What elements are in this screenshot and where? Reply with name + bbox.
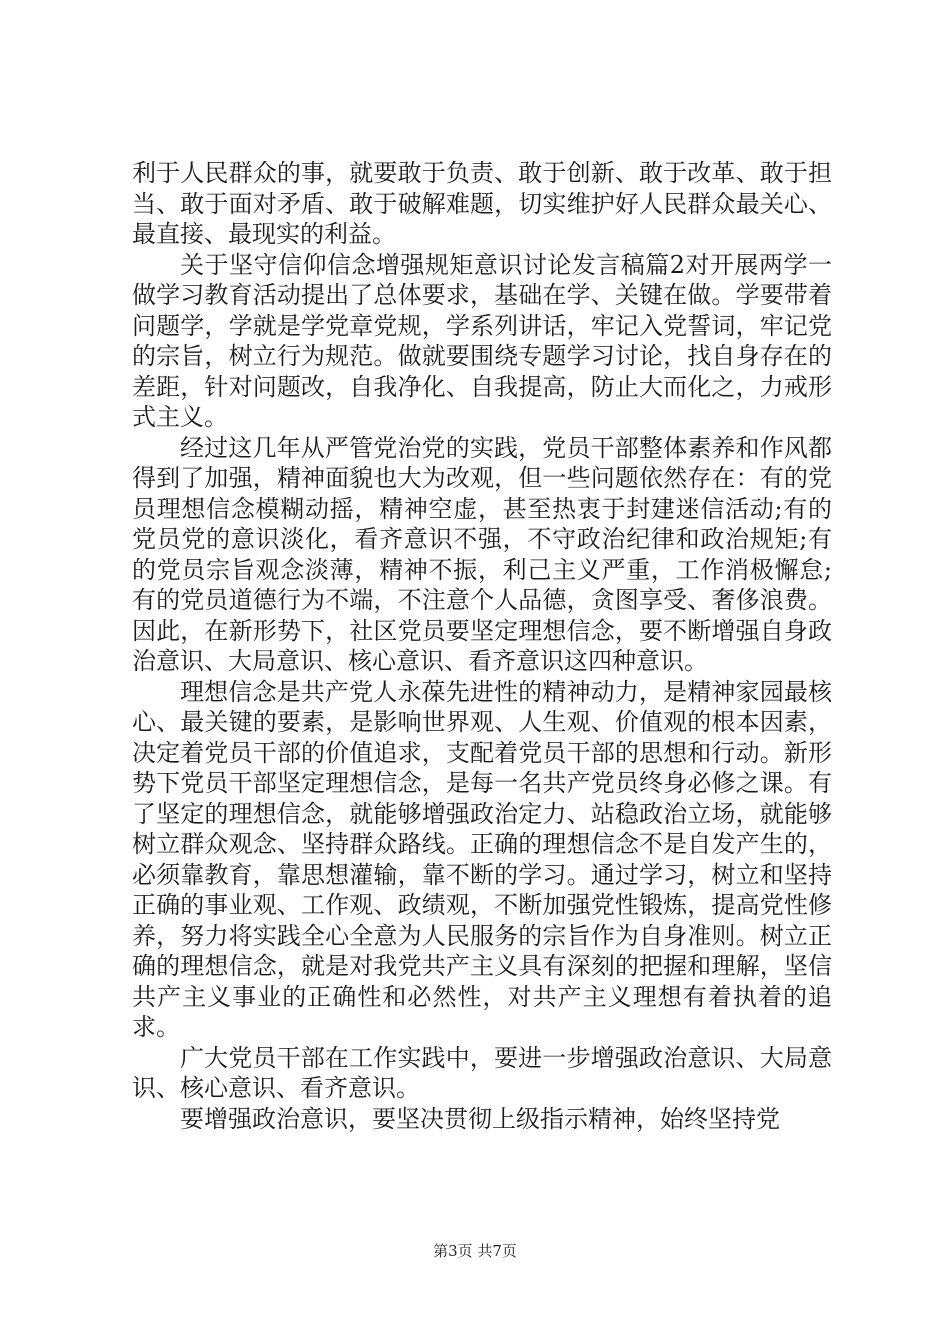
paragraph-2: 关于坚守信仰信念增强规矩意识讨论发言稿篇2对开展两学一做学习教育活动提出了总体要求，基础在学、关键在做。学要带着问题学，学就是学党章党规，学系列讲话，牢记入党誓词，牢记党的宗旨，树立行为规范。做就要围绕专题学习讨论，找自身存在的差距，针对问题改，自我净化、自我提高，防止大而化之，力戒形式主义。 [132,250,832,431]
paragraph-3: 经过这几年从严管党治党的实践，党员干部整体素养和作风都得到了加强，精神面貌也大为改观，但一些问题依然存在：有的党员理想信念模糊动摇，精神空虚，甚至热衷于封建迷信活动;有的党员党的意识淡化，看齐意识不强，不守政治纪律和政治规矩;有的党员宗旨观念淡薄，精神不振，利己主义严重，工作消极懈怠;有的党员道德行为不端，不注意个人品德，贪图享受、奢侈浪费。因此，在新形势下，社区党员要坚定理想信念，要不断增强自身政治意识、大局意识、核心意识、看齐意识这四种意识。 [132,433,832,675]
paragraph-6: 要增强政治意识，要坚决贯彻上级指示精神，始终坚持党 [180,1104,780,1133]
page-footer: 第3页 共7页 [433,1242,517,1260]
paragraph-1: 利于人民群众的事，就要敢于负责、敢于创新、敢于改革、敢于担当、敢于面对矛盾、敢于破解难题，切实维护好人民群众最关心、最直接、最现实的利益。 [132,159,832,248]
paragraph-4: 理想信念是共产党人永葆先进性的精神动力，是精神家园最核心、最关键的要素，是影响世界观、人生观、价值观的根本因素，决定着党员干部的价值追求，支配着党员干部的思想和行动。新形势下党员干部坚定理想信念，是每一名共产党员终身必修之课。有了坚定的理想信念，就能够增强政治定力、站稳政治立场，就能够树立群众观念、坚持群众路线。正确的理想信念不是自发产生的，必须靠教育，靠思想灌输，靠不断的学习。通过学习，树立和坚持正确的事业观、工作观、政绩观，不断加强党性锻炼，提高党性修养，努力将实践全心全意为人民服务的宗旨作为自身准则。树立正确的理想信念，就是对我党共产主义具有深刻的把握和理解，坚信共产主义事业的正确性和必然性，对共产主义理想有着执着的追求。 [132,677,832,1041]
paragraph-5: 广大党员干部在工作实践中，要进一步增强政治意识、大局意识、核心意识、看齐意识。 [132,1043,832,1102]
document-body [132,158,832,1134]
